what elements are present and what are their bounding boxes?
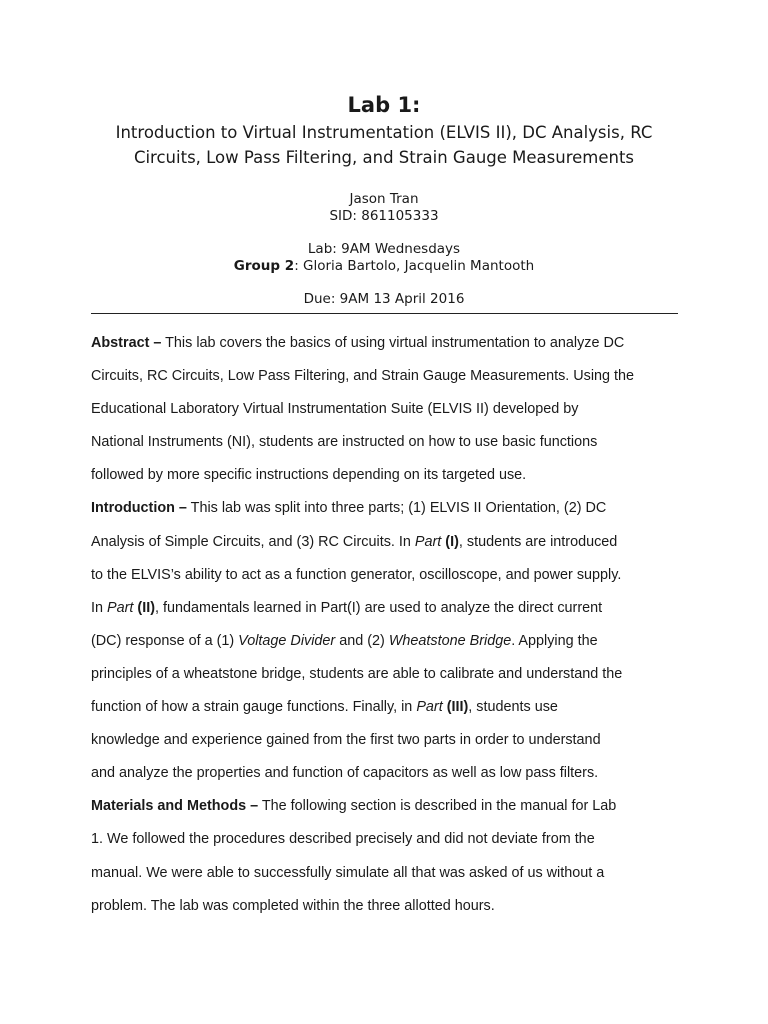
methods-line: Materials and Methods – The following section is described in the manual for Lab xyxy=(91,798,617,815)
introduction-line: In Part (II), fundamentals learned in Part(I) are used to analyze the direct current xyxy=(91,599,603,616)
introduction-line: knowledge and experience gained from the first two parts in order to understand xyxy=(91,732,601,749)
abstract-line: National Instruments (NI), students are instructed on how to use basic functions xyxy=(91,434,598,451)
horizontal-divider xyxy=(91,313,678,314)
abstract-heading: Abstract – xyxy=(91,335,162,351)
abstract-line: Abstract – This lab covers the basics of using virtual instrumentation to analyze DC xyxy=(91,335,625,351)
introduction-line: principles of a wheatstone bridge, students are able to calibrate and understand the xyxy=(91,665,623,682)
abstract-line: Educational Laboratory Virtual Instrumentation Suite (ELVIS II) developed by xyxy=(91,401,579,418)
abstract-line: followed by more specific instructions depending on its targeted use. xyxy=(91,467,527,484)
introduction-line: to the ELVIS’s ability to act as a function generator, oscilloscope, and power supply. xyxy=(91,566,622,583)
lab-subtitle xyxy=(0,120,768,170)
introduction-line: Analysis of Simple Circuits, and (3) RC Circuits. In Part (I), students are introduced xyxy=(91,533,618,550)
student-id: SID: 861105333 xyxy=(329,208,439,224)
methods-heading: Materials and Methods – xyxy=(91,798,259,815)
lab-time: Lab: 9AM Wednesdays xyxy=(307,241,461,257)
title-block xyxy=(0,92,768,308)
abstract-line: Circuits, RC Circuits, Low Pass Filtering, and Strain Gauge Measurements. Using the xyxy=(91,368,635,385)
document-body xyxy=(91,327,691,923)
introduction-line: function of how a strain gauge functions. Finally, in Part (III), students use xyxy=(91,699,558,716)
subtitle-line-2: Circuits, Low Pass Filtering, and Strain Gauge Measurements xyxy=(133,148,635,167)
introduction-line: (DC) response of a (1) Voltage Divider and (2) Wheatstone Bridge. Applying the xyxy=(91,632,598,649)
lab-title: Lab 1: xyxy=(347,93,421,117)
methods-line: problem. The lab was completed within the three allotted hours. xyxy=(91,897,495,914)
due-date: Due: 9AM 13 April 2016 xyxy=(303,291,465,307)
methods-line: 1. We followed the procedures described precisely and did not deviate from the xyxy=(91,831,595,848)
group-label: Group 2 xyxy=(233,258,295,274)
introduction-line: Introduction – This lab was split into three parts; (1) ELVIS II Orientation, (2) DC xyxy=(91,500,607,517)
author-name: Jason Tran xyxy=(349,191,419,207)
subtitle-line-1: Introduction to Virtual Instrumentation (ELVIS II), DC Analysis, RC xyxy=(115,123,653,142)
group-members: : Gloria Bartolo, Jacquelin Mantooth xyxy=(294,258,535,274)
group-info xyxy=(0,258,768,275)
introduction-heading: Introduction – xyxy=(91,500,187,517)
introduction-line: and analyze the properties and function of capacitors as well as low pass filters. xyxy=(91,765,599,782)
methods-line: manual. We were able to successfully simulate all that was asked of us without a xyxy=(91,864,605,881)
